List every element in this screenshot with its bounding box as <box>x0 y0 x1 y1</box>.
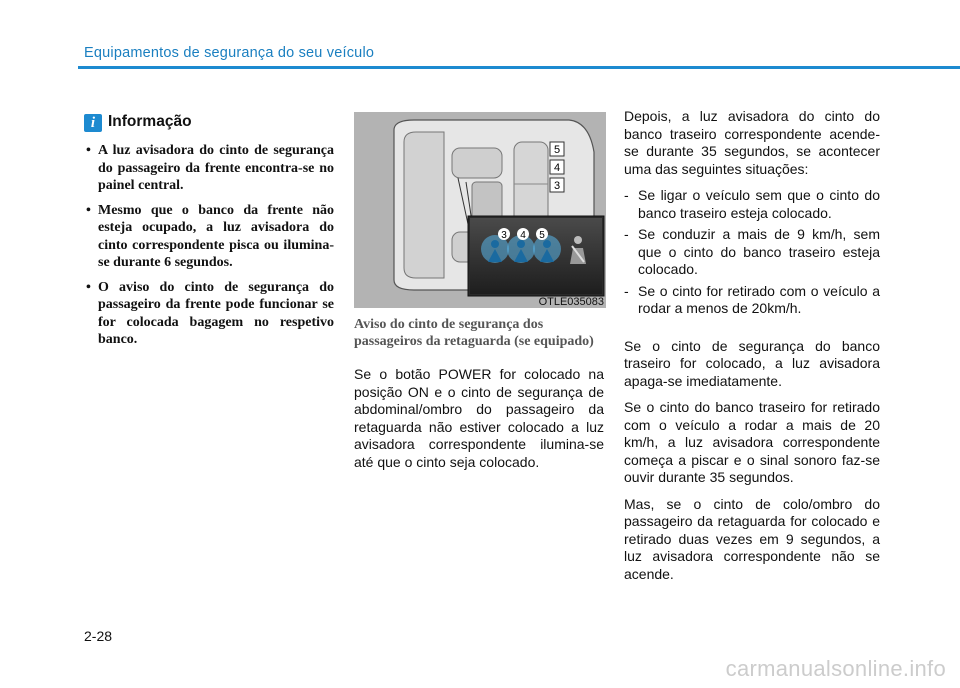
indicator-label: 3 <box>501 230 507 241</box>
info-bullet <box>78 142 334 195</box>
dash-marker: - <box>624 226 629 242</box>
seatbelt-warning-figure <box>354 112 606 308</box>
condition-text: Se o cinto for retirado com o veículo a rodar a menos de 20km/h. <box>638 282 880 316</box>
seat-label: 3 <box>553 180 561 192</box>
bullet-dot: • <box>86 143 91 158</box>
dash-marker: - <box>624 282 629 299</box>
intro-paragraph: Depois, a luz avisadora do cinto do banco traseiro correspondente acende-se durante 35 segundos, se acontecer uma das seguintes situações: <box>624 108 880 177</box>
dash-marker: - <box>624 187 629 203</box>
section-header-title: Equipamentos de segurança do seu veículo <box>84 45 375 61</box>
info-bullet-text: O aviso do cinto de segurança do passageiro da frente pode funcionar se for colocada bagagem no respetivo banco. <box>98 279 334 347</box>
section-paragraph: Se o botão POWER for colocado na posição ON e o cinto de segurança de abdominal/ombro do passageiro da retaguarda não estiver colocado a luz avisadora correspondente ilumina-se até que o cinto seja colocado. <box>354 366 604 470</box>
indicator-label: 5 <box>539 230 545 241</box>
condition-item <box>624 187 880 222</box>
figure-code: OTLE035083 <box>538 296 604 308</box>
seat-label: 5 <box>553 144 561 156</box>
info-title: Informação <box>108 113 192 130</box>
section-title: Aviso do cinto de segurança dos passageiros da retaguarda (se equipado) <box>354 317 594 349</box>
condition-text: Se conduzir a mais de 9 km/h, sem que o cinto do banco traseiro esteja colocado. <box>638 226 880 277</box>
bullet-dot: • <box>86 279 91 295</box>
condition-text: Se ligar o veículo sem que o cinto do banco traseiro esteja colocado. <box>638 187 880 221</box>
body-paragraph: Se o cinto de segurança do banco traseiro for colocado, a luz avisadora apaga-se imediatamente. <box>624 337 880 389</box>
seatbelt-indicator-icon <box>533 235 561 263</box>
page-number: 2-28 <box>84 628 113 644</box>
info-bullet-list <box>78 142 334 356</box>
info-bullet <box>78 202 334 272</box>
bullet-dot: • <box>86 202 91 218</box>
info-bullet <box>78 279 334 349</box>
header-divider <box>78 66 960 69</box>
indicator-label: 4 <box>520 230 526 241</box>
condition-item <box>624 283 880 318</box>
watermark: carmanualsonline.info <box>725 656 946 681</box>
body-paragraph: Se o cinto do banco traseiro for retirado com o veículo a rodar a mais de 20 km/h, a luz avisadora correspondente começa a piscar e o sinal sonoro faz-se ouvir durante 35 segundos. <box>624 399 880 485</box>
info-icon: i <box>84 114 102 132</box>
info-bullet-text: A luz avisadora do cinto de segurança do passageiro da frente encontra-se no painel central. <box>98 143 334 193</box>
right-column <box>624 108 880 592</box>
seat-label: 4 <box>553 162 561 174</box>
info-bullet-text: Mesmo que o banco da frente não esteja ocupado, a luz avisadora do cinto correspondente pisca ou ilumina-se durante 6 segundos. <box>98 202 334 270</box>
body-paragraph: Mas, se o cinto de colo/ombro do passageiro da retaguarda for colocado e retirado duas vezes em 9 segundos, a luz avisadora correspondente não se acende. <box>624 495 880 582</box>
car-top-view-illustration <box>354 112 606 308</box>
condition-item <box>624 226 880 279</box>
